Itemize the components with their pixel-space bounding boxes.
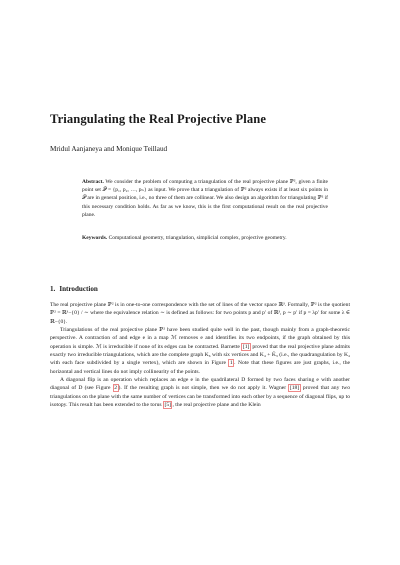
paragraph-text: The real projective plane ℙ² is in one-to-one correspondence with the set of lines of the vector space ℝ³. Formally, ℙ² is the quotient ℙ² = ℝ³−{0} / ∼ where the equivalence relation ∼ is defined as follows: for two points p and p′ of ℝ³, p ∼ p′ if p = λp′ for some λ ∈ ℝ−{0}. — [50, 302, 350, 325]
paragraph-text: A diagonal flip is an operation which replaces an edge e in the quadrilateral D formed by two faces sharing e with another diagonal of D (see Figure — [50, 377, 350, 392]
section-number: 1. — [50, 285, 56, 293]
citation-link[interactable]: [5] — [164, 402, 171, 409]
paper-title: Triangulating the Real Projective Plane — [50, 112, 267, 126]
citation-link[interactable]: 2 — [114, 385, 118, 392]
keywords-block — [82, 234, 328, 242]
abstract-block — [82, 178, 328, 219]
paragraph-text: . Note that these figures are just graphs, i.e., the horizontal and vertical lines do not imply collinearity of the points. — [50, 360, 351, 375]
keywords-label: Keywords. — [82, 235, 108, 241]
body-paragraph — [50, 376, 350, 409]
citation-link[interactable]: 1 — [229, 360, 233, 367]
keywords-text: Computational geometry, triangulation, simplicial complex, projective geometry. — [108, 235, 287, 241]
paragraph-text: Triangulations of the real projective plane ℙ² have been studied quite well in the past, though mainly from a graph-theoretic perspective. A contraction of and edge e in a map ℳ removes e and identifies its two endpoints, if the graph obtained by this operation is simple. ℳ is irreducible if none of its edges can be contracted. Barnette — [50, 327, 350, 350]
body-paragraph — [50, 326, 350, 376]
paragraph-text: , the real projective plane and the Klein — [172, 402, 261, 409]
paper-authors: Mridul Aanjaneya and Monique Teillaud — [50, 145, 168, 153]
citation-link[interactable]: [1] — [242, 343, 250, 350]
body-text — [50, 301, 350, 409]
abstract-text: We consider the problem of computing a triangulation of the real projective plane ℙ², given a finite point set 𝒫 = {p₁, p₂, …, pₙ} as input. We prove that a triangulation of ℙ² always exists if at least six points in 𝒫 are in general position, i.e., no three of them are collinear. We also design an algorithm for triangulating ℙ² if this necessary condition holds. As far as we know, this is the first computational result on the real projective plane. — [82, 179, 328, 218]
section-heading — [50, 285, 98, 293]
paragraph-text: proved that the real projective plane admits exactly two irreducible triangulations, which are the complete graph K₆ with six vertices and K₄ + K̄₃ (i.e., the quadrangulation by K₄ with each face subdivided by a single vertex), which are shown in Figure — [50, 343, 350, 367]
paragraph-text: proved that any two triangulations on the plane with the same number of vertices can be transformed into each other by a sequence of diagonal flips, up to isotopy. This result has been extended to the torus — [50, 385, 351, 409]
paragraph-text: ). If the resulting graph is not simple, then we do not apply it. Wagner — [118, 385, 289, 392]
citation-link[interactable]: [18] — [289, 385, 300, 392]
abstract-label: Abstract. — [82, 179, 104, 185]
section-title: Introduction — [59, 285, 98, 293]
body-paragraph — [50, 301, 350, 326]
